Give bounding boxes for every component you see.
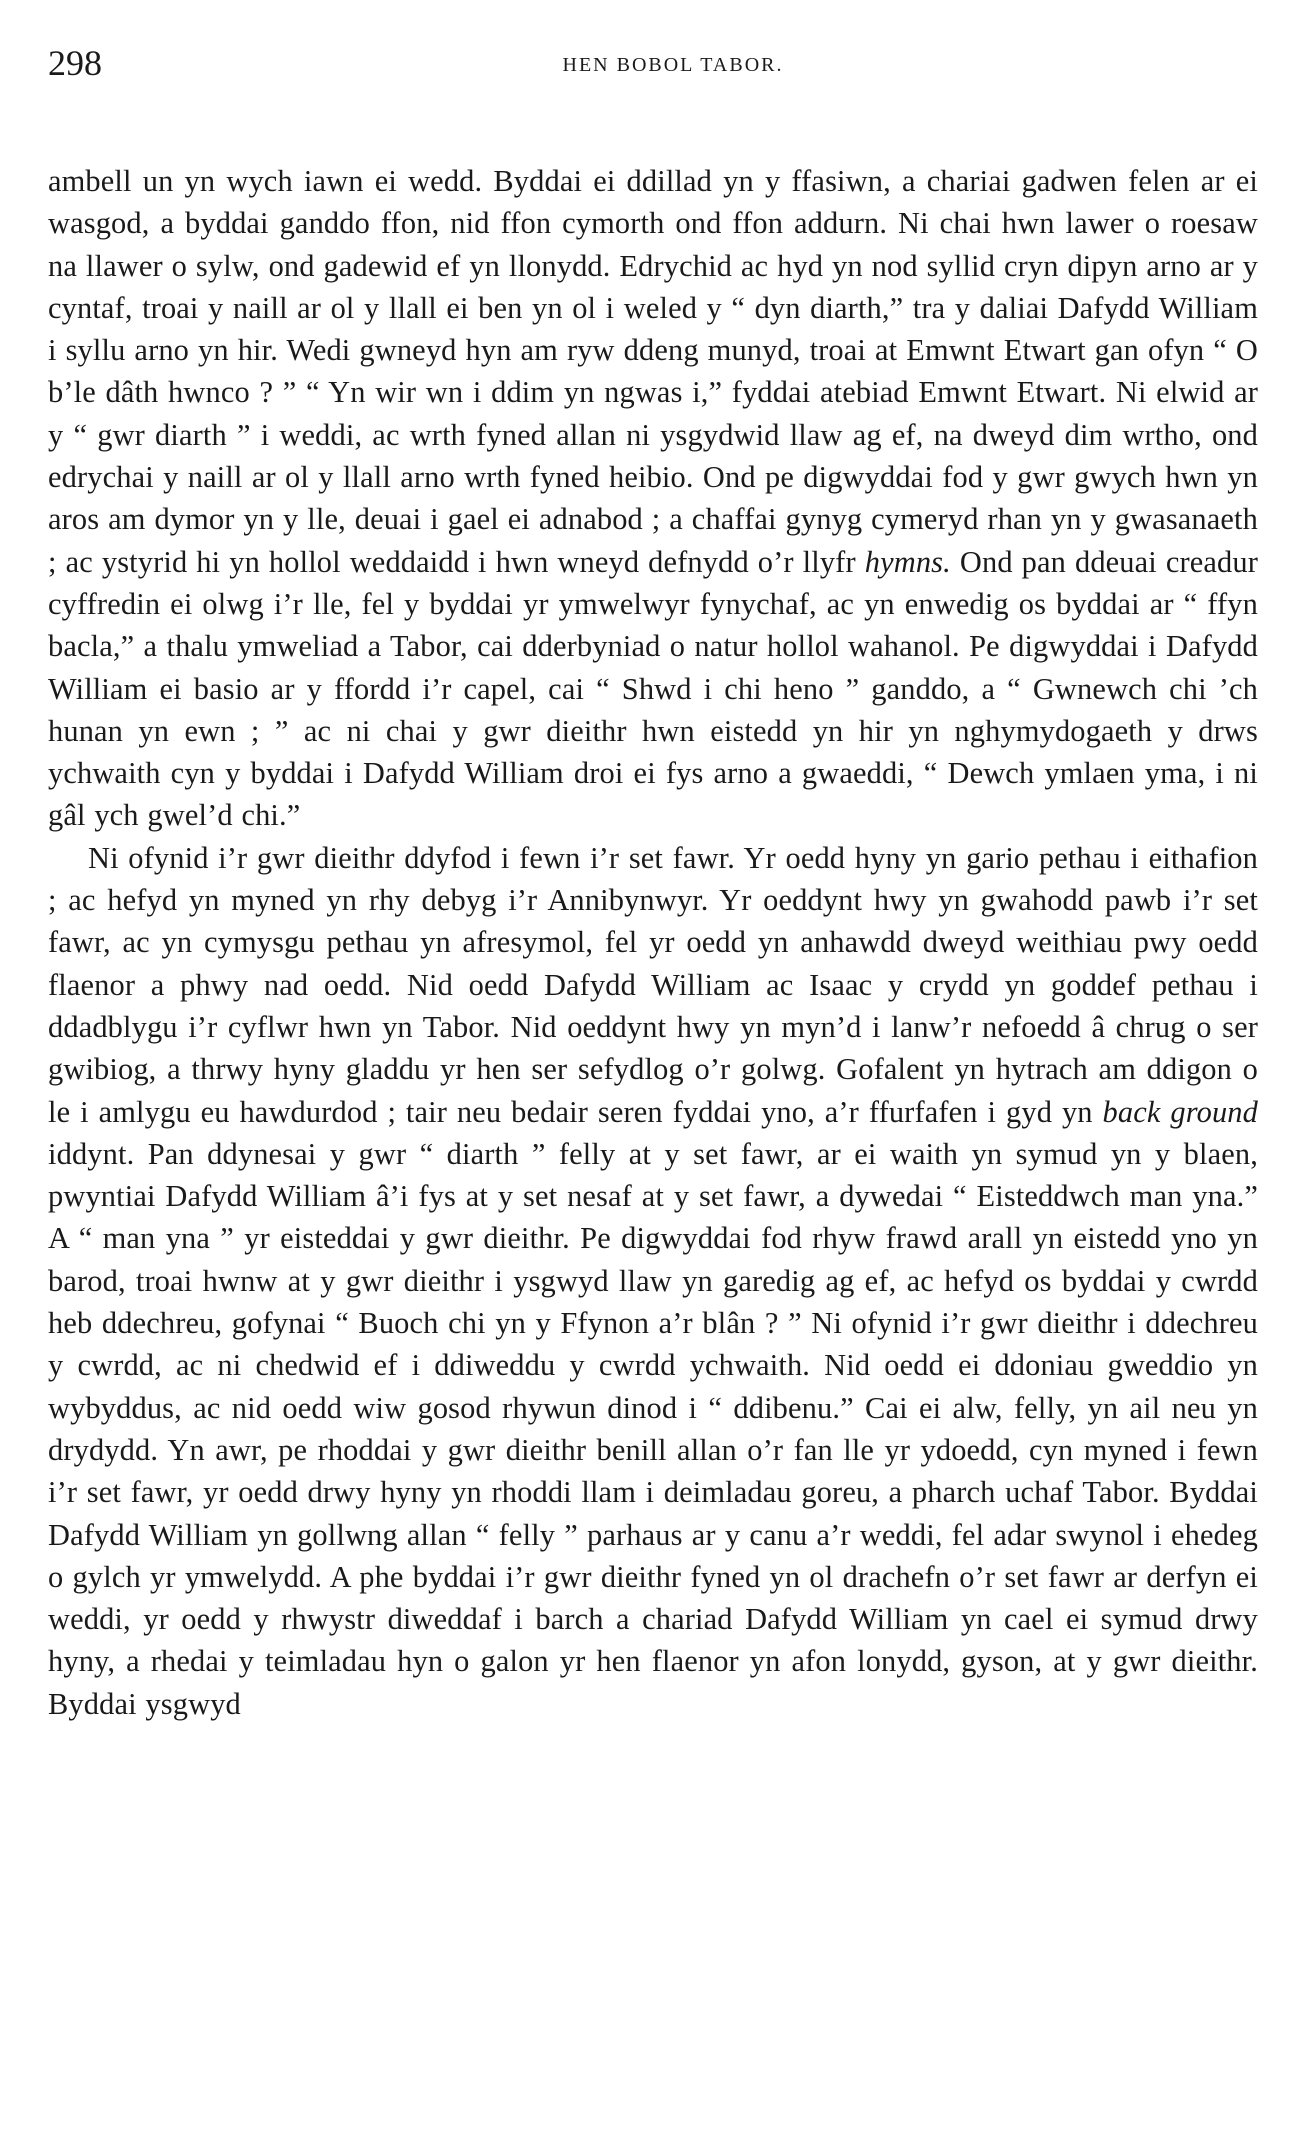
italic-word-hymns: hymns. (864, 544, 951, 579)
page-number: 298 (48, 43, 102, 83)
paragraph-1 (48, 160, 1258, 837)
paragraph-2 (48, 837, 1258, 1725)
page-header (48, 42, 1258, 92)
paragraph-2-text-a: Ni ofynid i’r gwr dieithr ddyfod i fewn i’r set fawr. Yr oedd hyny yn gario pethau i eithafion ; ac hefyd yn myned yn rhy debyg i’r Annibynwyr. Yr oeddynt hwy yn gwahodd pawb i’r set fawr, ac yn cymysgu pethau yn afresymol, fel yr oedd yn anhawdd dweyd weithiau pwy oedd flaenor a phwy nad oedd. Nid oedd Dafydd William ac Isaac y crydd yn goddef pethau i ddadblygu i’r cyflwr hwn yn Tabor. Nid oeddynt hwy yn myn’d i lanw’r nefoedd â chrug o ser gwibiog, a thrwy hyny gladdu yr hen ser sefydlog o’r golwg. Gofalent yn hytrach am ddigon o le i amlygu eu hawdurdod ; tair neu bedair seren fyddai yno, a’r ffurfafen i gyd yn (48, 840, 1258, 1129)
paragraph-2-text-b: iddynt. Pan ddynesai y gwr “ diarth ” felly at y set fawr, ar ei waith yn symud yn y blaen, pwyntiai Dafydd William â’i fys at y set nesaf at y set fawr, a dywedai “ Eisteddwch man yna.” A “ man yna ” yr eisteddai y gwr dieithr. Pe digwyddai fod rhyw frawd arall yn eistedd yno yn barod, troai hwnw at y gwr dieithr i ysgwyd llaw yn garedig ag ef, ac hefyd os byddai y cwrdd heb ddechreu, gofynai “ Buoch chi yn y Ffynon a’r blân ? ” Ni ofynid i’r gwr dieithr i ddechreu y cwrdd, ac ni chedwid ef i ddiweddu y cwrdd ychwaith. Nid oedd ei ddoniau gweddio yn wybyddus, ac nid oedd wiw gosod rhywun dinod i “ ddibenu.” Cai ei alw, felly, yn ail neu yn drydydd. Yn awr, pe rhoddai y gwr dieithr benill allan o’r fan lle yr ydoedd, cyn myned i fewn i’r set fawr, yr oedd drwy hyny yn rhoddi llam i deimladau goreu, a pharch uchaf Tabor. Byddai Dafydd William yn gollwng allan “ felly ” parhaus ar y canu a’r weddi, fel adar swynol i ehedeg o gylch yr ymwelydd. A phe byddai i’r gwr dieithr fyned yn ol drachefn o’r set fawr ar derfyn ei weddi, yr oedd y rhwystr diweddaf i barch a chariad Dafydd William yn cael ei symud drwy hyny, a rhedai y teimladau hyn o galon yr hen flaenor yn afon lonydd, gyson, at y gwr dieithr. Byddai ysgwyd (48, 1136, 1258, 1721)
paragraph-1-text-a: ambell un yn wych iawn ei wedd. Byddai ei ddillad yn y ffasiwn, a chariai gadwen felen ar ei wasgod, a byddai ganddo ffon, nid ffon cymorth ond ffon addurn. Ni chai hwn lawer o roesaw na llawer o sylw, ond gadewid ef yn llonydd. Edrychid ac hyd yn nod syllid cryn dipyn arno ar y cyntaf, troai y naill ar ol y llall ei ben yn ol i weled y “ dyn diarth,” tra y daliai Dafydd William i syllu arno yn hir. Wedi gwneyd hyn am ryw ddeng munyd, troai at Emwnt Etwart gan ofyn “ O b’le dâth hwnco ? ” “ Yn wir wn i ddim yn ngwas i,” fyddai atebiad Emwnt Etwart. Ni elwid ar y “ gwr diarth ” i weddi, ac wrth fyned allan ni ysgydwid llaw ag ef, na dweyd dim wrtho, ond edrychai y naill ar ol y llall arno wrth fyned heibio. Ond pe digwyddai fod y gwr gwych hwn yn aros am dymor yn y lle, deuai i gael ei adnabod ; a chaffai gynyg cymeryd rhan yn y gwasanaeth ; ac ystyrid hi yn hollol weddaidd i hwn wneyd defnydd o’r llyfr (48, 164, 1258, 579)
running-title: HEN BOBOL TABOR. (562, 54, 784, 76)
italic-phrase-back-ground: back ground (1102, 1094, 1258, 1129)
paragraph-1-text-b: Ond pan ddeuai creadur cyffredin ei olwg i’r lle, fel y byddai yr ymwelwyr fynychaf, ac yn enwedig os byddai ar “ ffyn bacla,” a thalu ymweliad a Tabor, cai dderbyniad o natur hollol wahanol. Pe digwyddai i Dafydd William ei basio ar y ffordd i’r capel, cai “ Shwd i chi heno ” ganddo, a “ Gwnewch chi ’ch hunan yn ewn ; ” ac ni chai y gwr dieithr hwn eistedd yn hir yn nghymydogaeth y drws ychwaith cyn y byddai i Dafydd William droi ei fys arno a gwaeddi, “ Dewch ymlaen yma, i ni gâl ych gwel’d chi.” (48, 544, 1259, 833)
